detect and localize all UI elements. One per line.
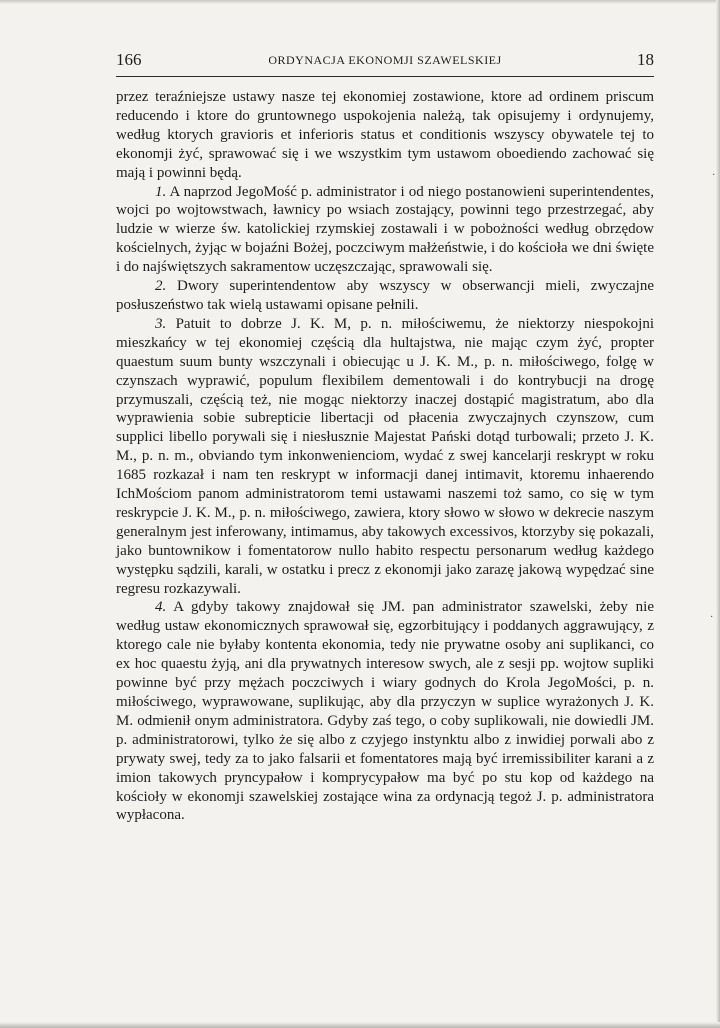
paragraph-3: [116, 315, 654, 599]
margin-mark: ·: [712, 170, 716, 181]
paragraph-text: Patuit to dobrze J. K. M, p. n. miłościwemu, że niektorzy niespokojni mieszkańcy w tej ekonomiej częścią dla hultajstwa, nie mając czym żyć, propter quaestum suum bunty wszczynali i obiecując u J. K. M., p. n. miłościwego, folgę w czynszach wyprawić, populum flexibilem dementowali i do kontrybucji na drogę przymuszali, częścią też, nie mogąc niektorzy inaczej dostąpić magistratum, abo dla wyprawienia sobie subrepticie libertacji od płacenia zwyczajnych czynszow, cum supplici libello porywali się i niesłusznie Majestat Pański dotąd turbowali; przeto J. K. M., p. n. m., obviando tym inkonwenienciom, wydać z swej kancelarji reskrypt w roku 1685 rozkazał i nam ten reskrypt w informacji danej intimavit, ktoremu inhaerendo IchMościom panom administratorom temi ustawami naszemi toż samo, co się w tym reskrypcie J. K. M., p. n. miłościwego, zawiera, ktory słowo w słowo w dekrecie naszym generalnym jest inferowany, intimamus, aby takowych excessivos, ktorzyby się pokazali, jako buntownikow i fomentatorow nullo habito respectu personarum według każdego występku sądzili, karali, w ostatku i precz z ekonomji jako zarazę jakową wypędzać sine regresu rozkazywali.: [116, 315, 655, 597]
body-text: [116, 88, 654, 825]
paragraph-number: 3.: [155, 315, 167, 332]
page-edge-bottom: [0, 1022, 720, 1028]
paragraph-intro: [116, 88, 654, 183]
paragraph-text: A naprzod JegoMość p. administrator i od niego postanowieni superintendentes, wojci po wojtowstwach, ławnicy po wsiach zostający, powinni tego przestrzegać, aby ludzie w wierze św. katolickiej rzymskiej zostawali i w pobożności według obrzędow kościelnych, żyjąc w bojaźni Bożej, poczciwym małżeństwie, i do kościoła we dni święte i do najświętszych sakramentow uczęszczając, sprawowali się.: [116, 183, 654, 276]
page-edge-top: [0, 0, 720, 4]
paragraph-number: 2.: [155, 278, 167, 295]
paragraph-1: [116, 183, 654, 278]
paragraph-text: Dwory superintendentow aby wszyscy w obserwancji mieli, zwyczajne posłuszeństwo tak wielą ustawami opisane pełnili.: [116, 278, 655, 313]
paragraph-number: 4.: [155, 599, 167, 616]
paragraph-text: przez teraźniejsze ustawy nasze tej ekonomiej zostawione, ktore ad ordinem priscum reducendo i ktore do gruntownego uspokojenia należą, tak opisujemy i ordynujemy, według ktorych gravioris et inferioris status et conditionis wszyscy obywatele tej to ekonomji żyć, sprawować się i we wszystkim tym ustawom oboediendo zachować się mają i powinni będą.: [116, 89, 654, 181]
page-edge-right: [716, 0, 720, 1028]
paragraph-4: [116, 598, 654, 825]
section-number: 18: [637, 50, 654, 69]
paragraph-text: A gdyby takowy znajdował się JM. pan administrator szawelski, żeby nie według ustaw ekonomicznych sprawował się, egzorbitujący i poddanych aggrawujący, z ktorego cale nie byłaby kontenta ekonomia, tedy nie prywatne osoby ani suplikanci, co ex hoc quaestu żyją, ani dla prywatnych interesow swych, ale z sesji pp. wojtow supliki powinne być przy mężach poczciwych i wiary godnych do Krola JegoMości, p. n. miłościwego, wyprawowane, suplikując, aby dla przyczyn w suplice wyrażonych J. K. M. odmienił onym administratora. Gdyby zaś tego, o coby suplikowali, nie dowiedli JM. p. administratorowi, tylko że się albo z czyjego instynktu albo z inwidiej porwali abo z prywaty swej, tedy za to jako falsarii et fomentatores mają być irremissibiliter karani a z imion takowych pryncypałow i komprycypałow ma być po stu kop od każdego na kościoły w ekonomji szawelskiej zostające wina za ordynacją tegoż J. p. administratora wypłacona.: [116, 599, 654, 824]
paragraph-number: 1.: [155, 183, 167, 200]
page-header: [116, 50, 654, 77]
paragraph-2: [116, 277, 654, 315]
running-title: ORDYNACJA EKONOMJI SZAWELSKIEJ: [268, 53, 502, 67]
page-number: 166: [116, 50, 142, 69]
margin-mark: ·: [710, 612, 714, 623]
